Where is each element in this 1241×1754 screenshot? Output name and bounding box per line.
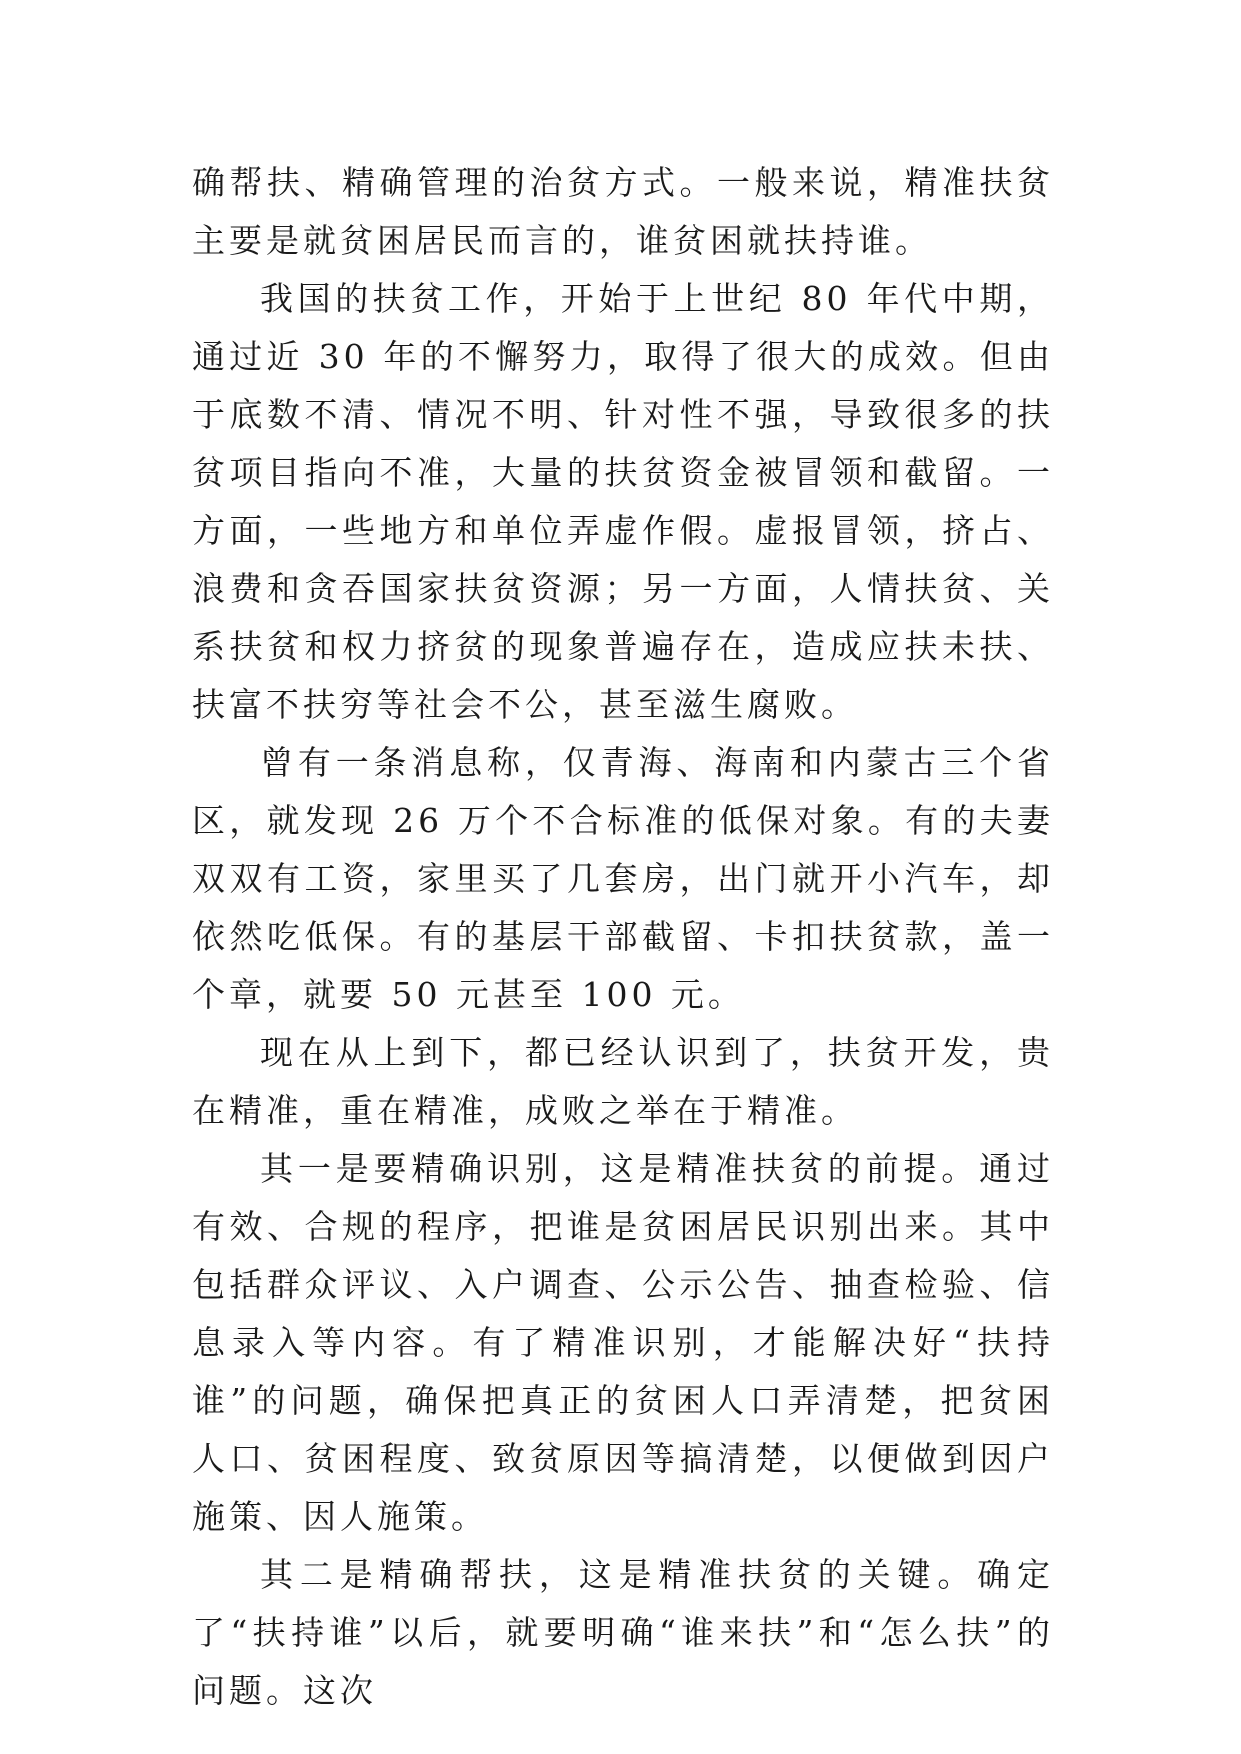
paragraph-poverty-history: 我国的扶贫工作，开始于上世纪 80 年代中期，通过近 30 年的不懈努力，取得了很大的成效。但由于底数不清、情况不明、针对性不强，导致很多的扶贫项目指向不准，大量的扶贫资金被冒领和截留。一方面，一些地方和单位弄虚作假。虚报冒领，挤占、浪费和贪吞国家扶贫资源；另一方面，人情扶贫、关系扶贫和权力挤贫的现象普遍存在，造成应扶未扶、扶富不扶穷等社会不公，甚至滋生腐败。 [192, 279, 1054, 724]
paragraph-continuation: 确帮扶、精确管理的治贫方式。一般来说，精准扶贫主要是就贫困居民而言的，谁贫困就扶持谁。 [192, 163, 1054, 260]
body-text [192, 154, 1054, 1720]
paragraph-precise-identification: 其一是要精确识别，这是精准扶贫的前提。通过有效、合规的程序，把谁是贫困居民识别出来。其中包括群众评议、入户调查、公示公告、抽查检验、信息录入等内容。有了精准识别，才能解决好“扶持谁”的问题，确保把真正的贫困人口弄清楚，把贫困人口、贫困程度、致贫原因等搞清楚，以便做到因户施策、因人施策。 [192, 1149, 1054, 1536]
paragraph-subsistence-allowance: 曾有一条消息称，仅青海、海南和内蒙古三个省区，就发现 26 万个不合标准的低保对象。有的夫妻双双有工资，家里买了几套房，出门就开小汽车，却依然吃低保。有的基层干部截留、卡扣扶贫款，盖一个章，就要 50 元甚至 100 元。 [192, 743, 1054, 1014]
paragraph-precision-emphasis: 现在从上到下，都已经认识到了，扶贫开发，贵在精准，重在精准，成败之举在于精准。 [192, 1033, 1054, 1130]
paragraph-precise-assistance: 其二是精确帮扶，这是精准扶贫的关键。确定了“扶持谁”以后，就要明确“谁来扶”和“怎么扶”的问题。这次 [192, 1555, 1054, 1710]
